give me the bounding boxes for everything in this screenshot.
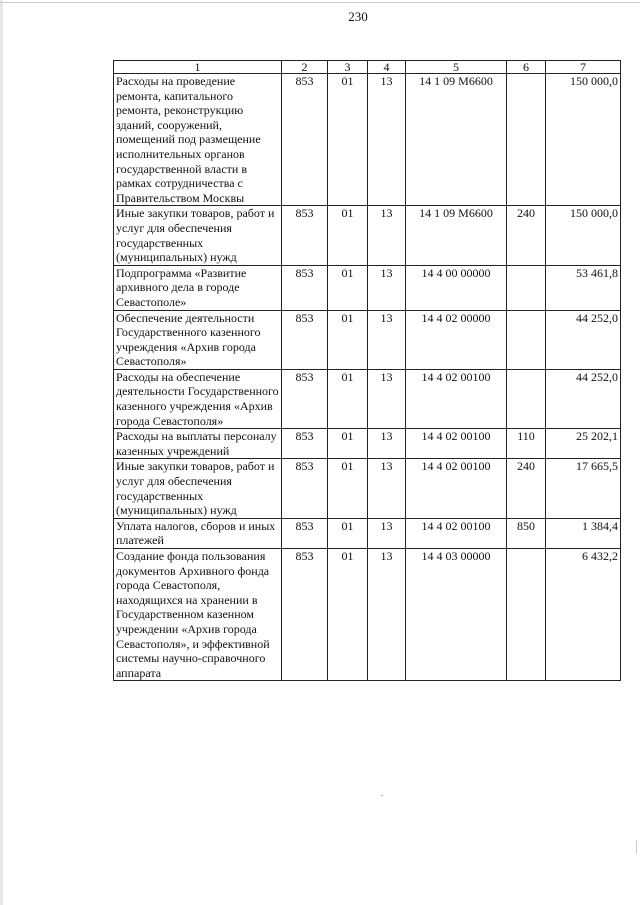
row-expense-type [507, 265, 546, 310]
row-ministry-code: 853 [282, 206, 328, 265]
row-expense-type [507, 369, 546, 428]
row-section-code: 01 [328, 518, 368, 548]
row-amount: 150 000,0 [546, 206, 621, 265]
row-subsection-code: 13 [368, 459, 406, 518]
column-header-6: 6 [507, 61, 546, 74]
table-row [114, 310, 621, 369]
row-expense-type [507, 74, 546, 206]
row-subsection-code: 13 [368, 369, 406, 428]
table-row [114, 459, 621, 518]
table-row [114, 265, 621, 310]
row-section-code: 01 [328, 310, 368, 369]
page-number: 230 [348, 9, 368, 24]
row-amount: 6 432,2 [546, 549, 621, 681]
column-header-1: 1 [114, 61, 282, 74]
row-description: Расходы на проведение ремонта, капитального ремонта, реконструкцию зданий, сооружений, помещений под размещение исполнительных органов государственной власти в рамках сотрудничества с Правительством Москвы [114, 74, 282, 206]
column-header-2: 2 [282, 61, 328, 74]
table-row [114, 518, 621, 548]
row-subsection-code: 13 [368, 310, 406, 369]
row-amount: 44 252,0 [546, 369, 621, 428]
row-section-code: 01 [328, 549, 368, 681]
column-header-5: 5 [406, 61, 507, 74]
table-row [114, 549, 621, 681]
row-description: Расходы на обеспечение деятельности Государственного казенного учреждения «Архив города Севастополя» [114, 369, 282, 428]
row-description: Иные закупки товаров, работ и услуг для обеспечения государственных (муниципальных) нужд [114, 206, 282, 265]
row-target-article: 14 4 02 00100 [406, 429, 507, 459]
row-description: Подпрограмма «Развитие архивного дела в городе Севастополе» [114, 265, 282, 310]
row-section-code: 01 [328, 74, 368, 206]
row-expense-type: 850 [507, 518, 546, 548]
row-expense-type [507, 549, 546, 681]
row-expense-type [507, 310, 546, 369]
row-amount: 53 461,8 [546, 265, 621, 310]
row-subsection-code: 13 [368, 206, 406, 265]
row-ministry-code: 853 [282, 265, 328, 310]
row-target-article: 14 4 03 00000 [406, 549, 507, 681]
row-ministry-code: 853 [282, 459, 328, 518]
column-header-4: 4 [368, 61, 406, 74]
scan-top-rule [0, 2, 640, 3]
row-expense-type: 110 [507, 429, 546, 459]
row-description: Уплата налогов, сборов и иных платежей [114, 518, 282, 548]
row-section-code: 01 [328, 206, 368, 265]
row-amount: 44 252,0 [546, 310, 621, 369]
column-header-7: 7 [546, 61, 621, 74]
row-target-article: 14 1 09 М6600 [406, 74, 507, 206]
row-expense-type: 240 [507, 459, 546, 518]
row-ministry-code: 853 [282, 549, 328, 681]
table-row [114, 369, 621, 428]
scan-speck [381, 795, 383, 796]
row-subsection-code: 13 [368, 429, 406, 459]
row-subsection-code: 13 [368, 74, 406, 206]
row-amount: 1 384,4 [546, 518, 621, 548]
row-target-article: 14 4 02 00100 [406, 518, 507, 548]
row-target-article: 14 4 02 00100 [406, 369, 507, 428]
row-amount: 25 202,1 [546, 429, 621, 459]
row-description: Обеспечение деятельности Государственного казенного учреждения «Архив города Севастополя» [114, 310, 282, 369]
row-target-article: 14 4 02 00100 [406, 459, 507, 518]
table-header-row [114, 61, 621, 74]
row-section-code: 01 [328, 459, 368, 518]
column-header-3: 3 [328, 61, 368, 74]
row-description: Иные закупки товаров, работ и услуг для обеспечения государственных (муниципальных) нужд [114, 459, 282, 518]
scan-edge-mark [636, 840, 637, 854]
row-section-code: 01 [328, 369, 368, 428]
row-target-article: 14 1 09 М6600 [406, 206, 507, 265]
row-description: Создание фонда пользования документов Архивного фонда города Севастополя, находящихся на хранении в Государственном казенном учреждении «Архив города Севастополя», и эффективной системы научно-справочного аппарата [114, 549, 282, 681]
row-amount: 150 000,0 [546, 74, 621, 206]
row-subsection-code: 13 [368, 265, 406, 310]
row-section-code: 01 [328, 265, 368, 310]
row-amount: 17 665,5 [546, 459, 621, 518]
row-expense-type: 240 [507, 206, 546, 265]
scan-left-edge [0, 0, 3, 905]
row-subsection-code: 13 [368, 549, 406, 681]
row-ministry-code: 853 [282, 74, 328, 206]
row-subsection-code: 13 [368, 518, 406, 548]
row-ministry-code: 853 [282, 369, 328, 428]
row-ministry-code: 853 [282, 310, 328, 369]
row-target-article: 14 4 02 00000 [406, 310, 507, 369]
row-section-code: 01 [328, 429, 368, 459]
budget-table [113, 60, 621, 681]
row-target-article: 14 4 00 00000 [406, 265, 507, 310]
row-ministry-code: 853 [282, 518, 328, 548]
table-row [114, 429, 621, 459]
row-ministry-code: 853 [282, 429, 328, 459]
table-row [114, 74, 621, 206]
table-row [114, 206, 621, 265]
row-description: Расходы на выплаты персоналу казенных учреждений [114, 429, 282, 459]
